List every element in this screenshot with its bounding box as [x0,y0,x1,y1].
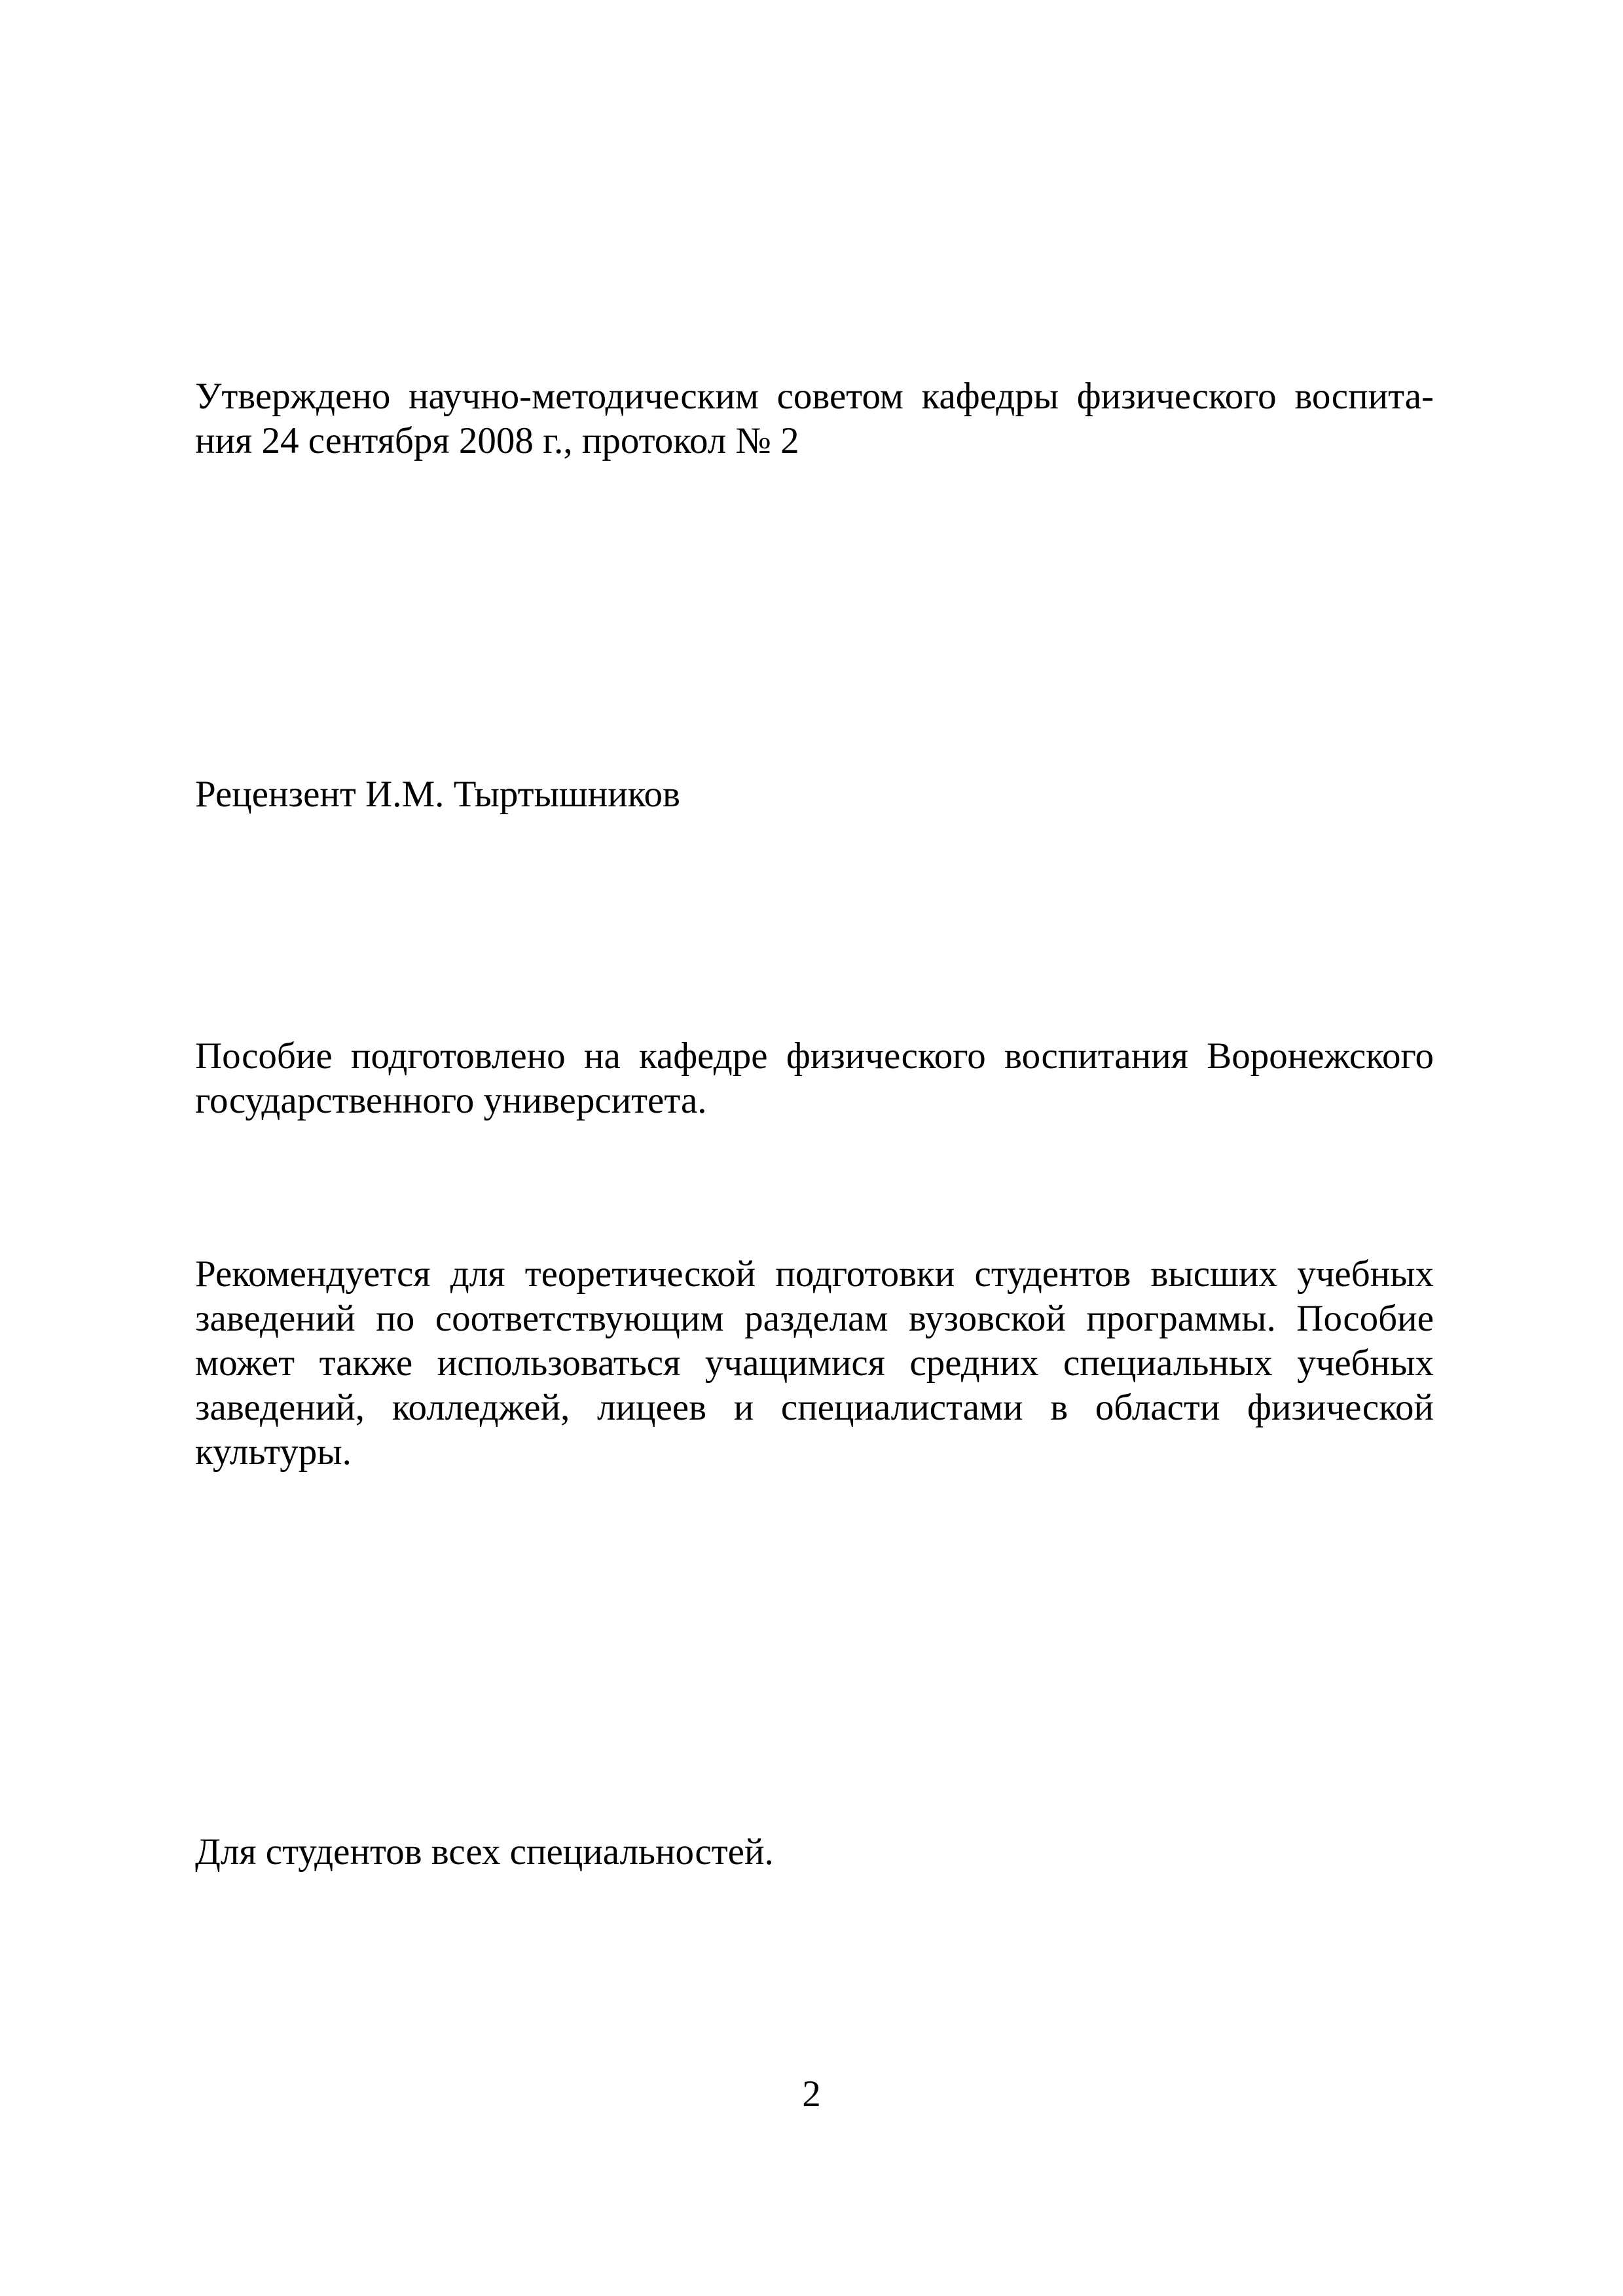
recommendation-line: может также использоваться учащимися средних специальных учебных [195,1342,1434,1384]
prepared-line: государственного университета. [195,1080,707,1121]
page-number: 2 [802,2073,821,2115]
recommendation-line: заведений по соответствующим разделам вузовской программы. Пособие [195,1298,1434,1339]
reviewer-text: Рецензент И.М. Тыртышников [195,774,680,815]
recommendation-line: заведений, колледжей, лицеев и специалистами в области физической [195,1387,1434,1428]
approval-line: ния 24 сентября 2008 г., протокол № 2 [195,420,799,461]
recommendation-line: культуры. [195,1431,352,1473]
approval-line: Утверждено научно-методическим советом кафедры физического воспита- [195,376,1434,417]
reviewer-credit [195,772,1434,817]
prepared-line: Пособие подготовлено на кафедре физического воспитания Воронежского [195,1035,1434,1077]
approval-statement [195,374,1434,463]
audience-text: Для студентов всех специальностей. [195,1831,774,1873]
prepared-by-statement [195,1034,1434,1123]
recommendation-paragraph [195,1252,1434,1475]
recommendation-line: Рекомендуется для теоретической подготовки студентов высших учебных [195,1253,1434,1295]
audience-statement [195,1830,1434,1874]
